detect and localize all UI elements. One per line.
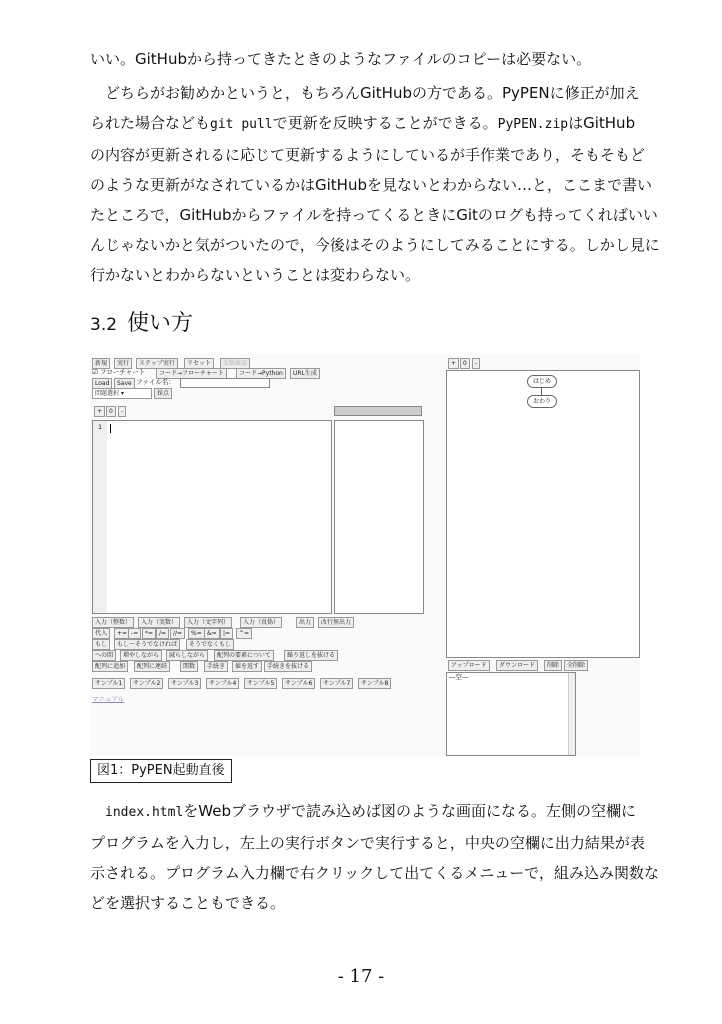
input-bool-button[interactable]: 入力（真偽） xyxy=(240,617,282,628)
array-append-button[interactable]: 配列に追加 xyxy=(92,661,128,672)
sample-5-button[interactable]: サンプル5 xyxy=(244,678,277,689)
input-string-button[interactable]: 入力（文字列） xyxy=(184,617,232,628)
procedure-button[interactable]: 手続き xyxy=(204,661,228,672)
paragraph-line xyxy=(90,108,650,140)
exit-procedure-button[interactable]: 手続きを抜ける xyxy=(264,661,312,672)
filename-input[interactable] xyxy=(180,378,270,388)
text-run: をWebブラウザで読み込めば図のような画面になる。左側の空欄に xyxy=(183,802,637,820)
code-to-python-button[interactable]: コード→Python xyxy=(236,368,286,379)
paragraph-2 xyxy=(90,78,660,290)
file-list-scrollbar[interactable] xyxy=(568,673,575,755)
text-run: はGitHub xyxy=(568,114,636,132)
save-button[interactable]: Save xyxy=(114,378,135,389)
input-real-button[interactable]: 入力（実数） xyxy=(138,617,180,628)
sample-2-button[interactable]: サンプル2 xyxy=(130,678,163,689)
floordiv-assign-button[interactable]: //= xyxy=(170,628,185,639)
sample-6-button[interactable]: サンプル6 xyxy=(282,678,315,689)
code-git-pull: git pull xyxy=(210,117,273,132)
section-heading xyxy=(90,306,193,337)
break-button[interactable]: 繰り返しを抜ける xyxy=(284,650,338,661)
zoom-out-button[interactable]: - xyxy=(118,406,126,417)
or-assign-button[interactable]: |= xyxy=(220,628,233,639)
minus-assign-button[interactable]: -= xyxy=(128,628,141,639)
problem-select[interactable]: 問題選択 ▾ xyxy=(92,388,152,399)
flow-zoom-out-button[interactable]: - xyxy=(472,358,480,369)
upload-button[interactable]: アップロード xyxy=(448,660,490,671)
file-list-item[interactable]: ―空― xyxy=(449,673,469,681)
url-generate-button[interactable]: URL生成 xyxy=(290,368,320,379)
text-run: られた場合なども xyxy=(90,114,211,132)
load-button[interactable]: Load xyxy=(92,378,112,389)
return-button[interactable]: 値を返す xyxy=(232,661,262,672)
if-button[interactable]: もし xyxy=(92,639,110,650)
flow-zoom-reset-button[interactable]: 0 xyxy=(460,358,470,369)
paragraph-line: 示される。プログラム入力欄で右クリックして出てくるメニューで，組み込み関数な xyxy=(90,864,659,882)
grade-button[interactable]: 採点 xyxy=(154,388,172,399)
for-increase-button[interactable]: 増やしながら xyxy=(120,650,162,661)
filename-label: ファイル名： xyxy=(136,378,175,386)
paragraph-line: プログラムを入力し，左上の実行ボタンで実行すると，中央の空欄に出力結果が表 xyxy=(90,834,645,852)
pypen-screenshot xyxy=(90,354,640,756)
code-to-flowchart-button[interactable]: コード→フローチャート xyxy=(156,368,227,379)
flowchart-panel[interactable] xyxy=(446,370,640,658)
page-number: - 17 - xyxy=(337,966,385,987)
section-title: 使い方 xyxy=(127,311,194,336)
flow-end-node: おわり xyxy=(527,395,557,408)
input-int-button[interactable]: 入力（整数） xyxy=(92,617,134,628)
output-button[interactable]: 出力 xyxy=(296,617,314,628)
mul-assign-button[interactable]: *= xyxy=(142,628,156,639)
paragraph-line xyxy=(90,796,650,828)
for-decrease-button[interactable]: 減らしながら xyxy=(166,650,208,661)
flowchart-label: フローチャート xyxy=(99,368,146,376)
code-pypen-zip: PyPEN.zip xyxy=(497,117,569,132)
plus-assign-button[interactable]: += xyxy=(114,628,130,639)
manual-link[interactable]: マニュアル xyxy=(92,695,125,703)
sample-1-button[interactable]: サンプル1 xyxy=(92,678,125,689)
for-each-button[interactable]: 配列の要素について xyxy=(214,650,274,661)
zoom-in-button[interactable]: + xyxy=(94,406,105,417)
code-index-html: index.html xyxy=(105,805,184,820)
sample-8-button[interactable]: サンプル8 xyxy=(358,678,391,689)
delete-button[interactable]: 削除 xyxy=(544,660,562,671)
progress-bar xyxy=(334,406,422,416)
problem-select-value: 問題選択 xyxy=(95,390,120,397)
reset-button[interactable]: リセット xyxy=(184,358,214,369)
paragraph-line: どを選択することもできる。 xyxy=(90,894,286,912)
line-gutter xyxy=(93,421,107,613)
step-run-button[interactable]: ステップ実行 xyxy=(136,358,178,369)
output-area[interactable] xyxy=(334,420,424,614)
mod-assign-button[interactable]: %= xyxy=(188,628,205,639)
xor-assign-button[interactable]: ^= xyxy=(236,628,252,639)
flow-start-node: はじめ xyxy=(527,375,557,388)
div-assign-button[interactable]: /= xyxy=(156,628,169,639)
function-button[interactable]: 関数 xyxy=(180,661,198,672)
and-assign-button[interactable]: &= xyxy=(204,628,220,639)
variable-check-button[interactable]: 変数確認 xyxy=(220,358,250,369)
delete-all-button[interactable]: 全削除 xyxy=(564,660,588,671)
flow-connector xyxy=(541,387,542,395)
assign-button[interactable]: 代入 xyxy=(92,628,110,639)
paragraph-1 xyxy=(90,44,650,74)
sample-7-button[interactable]: サンプル7 xyxy=(320,678,353,689)
new-button[interactable]: 新規 xyxy=(92,358,110,369)
while-button[interactable]: への間 xyxy=(92,650,116,661)
run-button[interactable]: 実行 xyxy=(114,358,132,369)
sample-3-button[interactable]: サンプル3 xyxy=(168,678,201,689)
paragraph-3 xyxy=(90,796,659,918)
flowchart-checkbox[interactable]: ☑ フローチャート xyxy=(92,368,146,376)
flow-zoom-in-button[interactable]: + xyxy=(448,358,459,369)
code-editor[interactable] xyxy=(92,420,332,614)
figure-caption: 図1：PyPEN起動直後 xyxy=(90,759,232,783)
line-number: 1 xyxy=(98,423,103,431)
paragraph-line: 行かないとわからないということは変わらない。 xyxy=(90,266,421,284)
else-if-button[interactable]: そうでなくもし xyxy=(186,639,234,650)
if-else-button[interactable]: もし～そうでなければ xyxy=(114,639,180,650)
output-no-newline-button[interactable]: 改行無出力 xyxy=(318,617,354,628)
zoom-reset-button[interactable]: 0 xyxy=(106,406,116,417)
paragraph-line: んじゃないかと気がついたので，今後はそのようにしてみることにする。しかし見に xyxy=(90,236,660,254)
section-number: 3.2 xyxy=(90,315,118,335)
text-run: で更新を反映することができる。 xyxy=(272,114,498,132)
download-button[interactable]: ダウンロード xyxy=(496,660,538,671)
paragraph-line: いい。GitHubから持ってきたときのようなファイルのコピーは必要ない。 xyxy=(90,50,592,68)
paragraph-line: どちらがお勧めかというと，もちろんGitHubの方である。PyPENに修正が加え xyxy=(90,84,640,102)
text-cursor xyxy=(110,424,111,433)
file-list[interactable] xyxy=(446,672,576,756)
paragraph-line: の内容が更新されるに応じて更新するようにしているが手作業であり，そもそもど xyxy=(90,146,646,164)
paragraph-line: のような更新がなされているかはGitHubを見ないとわからない…と，ここまで書い xyxy=(90,176,652,194)
paragraph-line: たところで，GitHubからファイルを持ってくるときにGitのログも持ってくればいい xyxy=(90,206,658,224)
sample-4-button[interactable]: サンプル4 xyxy=(206,678,239,689)
array-concat-button[interactable]: 配列に連結 xyxy=(134,661,170,672)
